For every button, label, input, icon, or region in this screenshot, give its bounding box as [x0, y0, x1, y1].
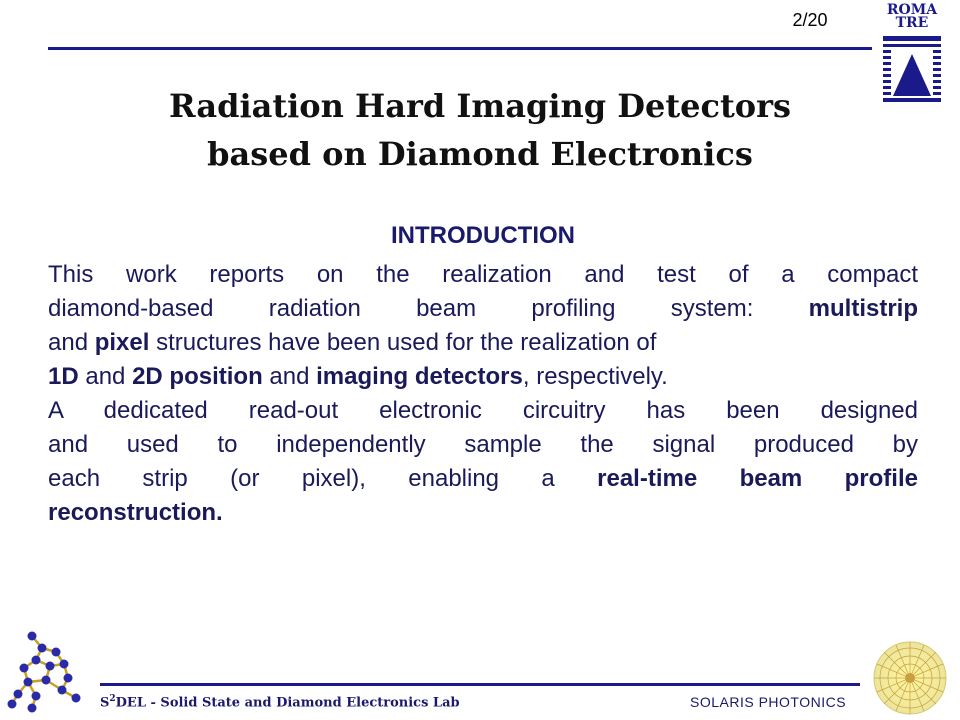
bold-term-2d-position: 2D position	[132, 363, 263, 390]
footer-lab-name	[100, 694, 460, 710]
title-line-1: Radiation Hard Imaging Detectors	[169, 87, 791, 125]
bold-term-imaging-detectors: imaging detectors	[316, 363, 523, 390]
text-span: each strip (or pixel), enabling a	[48, 465, 598, 492]
footer-prefix: S	[100, 695, 110, 711]
bold-term-real-time: real-time beam profile	[597, 465, 918, 492]
body-line	[48, 326, 918, 360]
bold-term-multistrip: multistrip	[808, 295, 918, 322]
text-span: and	[48, 329, 95, 356]
body-line	[48, 428, 918, 462]
body-line	[48, 258, 918, 292]
diamond-lattice-logo-icon	[6, 628, 86, 713]
footer-superscript: 2	[109, 694, 116, 704]
header-rule	[48, 47, 872, 50]
text-span: This work reports on the realization and test of a compact	[48, 261, 918, 288]
text-span: A dedicated read-out electronic circuitry has been designed	[48, 397, 918, 424]
intro-body	[48, 258, 918, 530]
body-line	[48, 462, 918, 496]
body-line	[48, 292, 918, 326]
title-line-2: based on Diamond Electronics	[207, 135, 753, 173]
logo-text-roma: ROMA	[886, 2, 938, 18]
bold-term-1d: 1D	[48, 363, 79, 390]
body-line	[48, 496, 918, 530]
text-span: diamond-based radiation beam profiling system:	[48, 295, 809, 322]
footer-company-name: SOLARIS PHOTONICS	[690, 694, 847, 710]
text-span: and	[262, 363, 317, 390]
page-number: 2/20	[792, 10, 828, 30]
text-span: and used to independently sample the signal produced by	[48, 431, 918, 458]
text-span: and	[78, 363, 133, 390]
body-line	[48, 394, 918, 428]
logo-text-tre: TRE	[895, 15, 929, 31]
bold-term-reconstruction: reconstruction.	[48, 499, 223, 526]
text-span: structures have been used for the realization of	[149, 329, 657, 356]
body-line	[48, 360, 918, 394]
bold-term-pixel: pixel	[94, 329, 150, 356]
footer-lab-text: DEL - Solid State and Diamond Electronics Lab	[115, 695, 460, 711]
text-span: , respectively.	[522, 363, 668, 390]
slide-title	[60, 82, 900, 178]
intro-heading: INTRODUCTION	[391, 222, 575, 249]
solaris-sun-logo-icon	[872, 640, 948, 716]
footer-rule	[100, 683, 860, 686]
